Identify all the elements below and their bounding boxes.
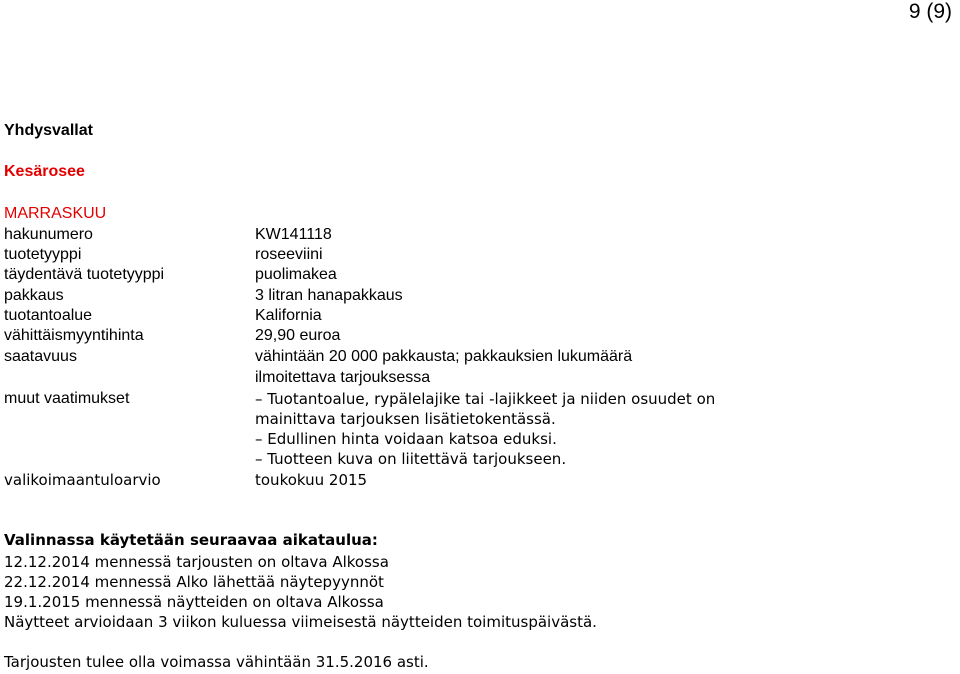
requirement-1-line2: mainittava tarjouksen lisätietokentässä.	[255, 410, 556, 428]
schedule-line-4: Näytteet arvioidaan 3 viikon kuluessa viimeisestä näytteiden toimituspäivästä.	[4, 613, 597, 631]
value-saatavuus-line2: ilmoitettava tarjouksessa	[255, 369, 431, 386]
validity-note: Tarjousten tulee olla voimassa vähintään 31.5.2016 asti.	[4, 653, 429, 671]
value-vahittaismyyntihinta: 29,90 euroa	[255, 327, 341, 344]
page-number: 9 (9)	[908, 0, 952, 23]
value-tuotetyyppi: roseeviini	[255, 246, 323, 263]
value-hakunumero: KW141118	[255, 226, 332, 243]
label-pakkaus: pakkaus	[4, 287, 64, 304]
value-valikoimaantuloarvio: toukokuu 2015	[255, 471, 368, 489]
value-saatavuus-line1: vähintään 20 000 pakkausta; pakkauksien lukumäärä	[255, 348, 633, 365]
schedule-line-3: 19.1.2015 mennessä näytteiden on oltava Alkossa	[4, 593, 384, 611]
month-heading: MARRASKUU	[4, 205, 107, 222]
value-pakkaus: 3 litran hanapakkaus	[255, 287, 403, 304]
label-taydentava-tuotetyyppi: täydentävä tuotetyyppi	[4, 266, 165, 283]
label-tuotantoalue: tuotantoalue	[4, 307, 93, 324]
schedule-line-1: 12.12.2014 mennessä tarjousten on oltava Alkossa	[4, 553, 389, 571]
label-saatavuus: saatavuus	[4, 348, 77, 365]
country-heading: Yhdysvallat	[4, 122, 93, 139]
label-valikoimaantuloarvio: valikoimaantuloarvio	[4, 471, 161, 489]
value-tuotantoalue: Kalifornia	[255, 307, 322, 324]
label-muut-vaatimukset: muut vaatimukset	[4, 390, 130, 407]
schedule-line-2: 22.12.2014 mennessä Alko lähettää näytepyynnöt	[4, 573, 384, 591]
label-hakunumero: hakunumero	[4, 226, 93, 243]
requirement-2: – Edullinen hinta voidaan katsoa eduksi.	[255, 430, 557, 448]
label-tuotetyyppi: tuotetyyppi	[4, 246, 82, 263]
value-taydentava-tuotetyyppi: puolimakea	[255, 266, 337, 283]
category-heading: Kesärosee	[4, 163, 85, 180]
schedule-heading: Valinnassa käytetään seuraavaa aikataulua:	[4, 531, 378, 549]
label-vahittaismyyntihinta: vähittäismyyntihinta	[4, 327, 144, 344]
requirement-3: – Tuotteen kuva on liitettävä tarjoukseen.	[255, 450, 567, 468]
requirement-1-line1: – Tuotantoalue, rypälelajike tai -lajikkeet ja niiden osuudet on	[255, 390, 716, 408]
